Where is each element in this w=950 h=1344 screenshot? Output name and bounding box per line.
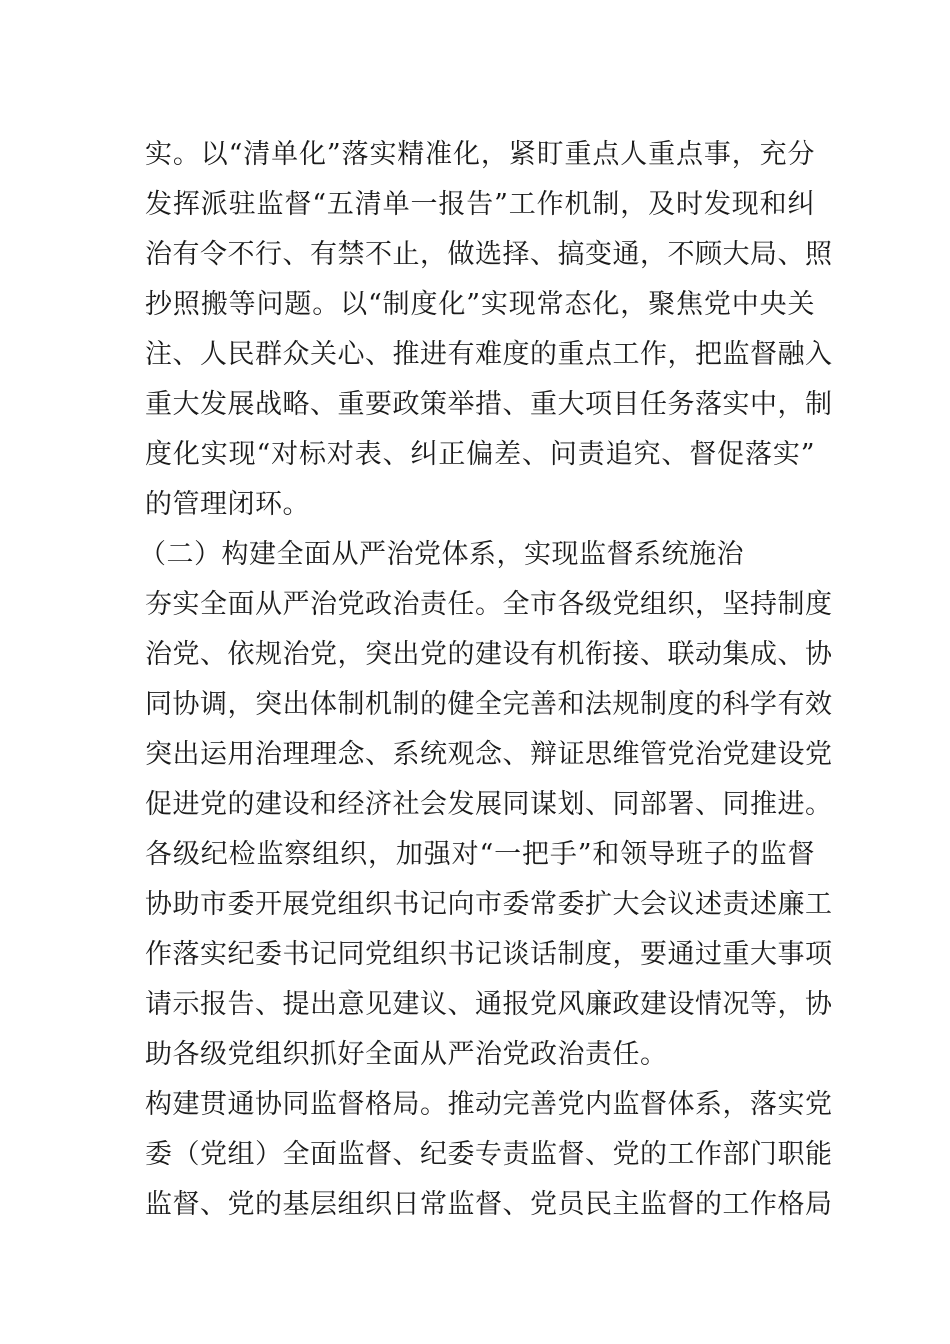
text-line: 作落实纪委书记同党组织书记谈话制度，要通过重大事项 (145, 939, 833, 970)
text-line: 各级纪检监察组织，加强对“一把手”和领导班子的监督 (145, 839, 815, 870)
text-line: 委（党组）全面监督、纪委专责监督、党的工作部门职能 (145, 1139, 833, 1170)
text-line: 构建贯通协同监督格局。推动完善党内监督体系，落实党 (145, 1089, 833, 1120)
body-text (139, 130, 833, 1230)
text-line: 请示报告、提出意见建议、通报党风廉政建设情况等，协 (145, 989, 833, 1020)
section-heading: （二）构建全面从严治党体系，实现监督系统施治 (139, 539, 744, 570)
text-line: 治有令不行、有禁不止，做选择、搞变通，不顾大局、照 (145, 239, 833, 270)
text-line: 实。以“清单化”落实精准化，紧盯重点人重点事，充分 (145, 139, 815, 170)
text-line: 的管理闭环。 (145, 489, 310, 520)
text-line: 注、人民群众关心、推进有难度的重点工作，把监督融入 (145, 339, 833, 370)
text-line: 突出运用治理理念、系统观念、辩证思维管党治党建设党 (145, 739, 833, 770)
text-line: 夯实全面从严治党政治责任。全市各级党组织，坚持制度 (145, 589, 833, 620)
text-line: 重大发展战略、重要政策举措、重大项目任务落实中，制 (145, 389, 833, 420)
text-line: 同协调，突出体制机制的健全完善和法规制度的科学有效 (145, 689, 833, 720)
text-line: 发挥派驻监督“五清单一报告”工作机制，及时发现和纠 (145, 189, 815, 220)
text-line: 抄照搬等问题。以“制度化”实现常态化，聚焦党中央关 (145, 289, 815, 320)
text-line: 助各级党组织抓好全面从严治党政治责任。 (145, 1039, 668, 1070)
text-line: 监督、党的基层组织日常监督、党员民主监督的工作格局 (145, 1189, 833, 1220)
text-line: 治党、依规治党，突出党的建设有机衔接、联动集成、协 (145, 639, 833, 670)
text-line: 度化实现“对标对表、纠正偏差、问责追究、督促落实” (145, 439, 815, 470)
text-line: 协助市委开展党组织书记向市委常委扩大会议述责述廉工 (145, 889, 833, 920)
text-line: 促进党的建设和经济社会发展同谋划、同部署、同推进。 (145, 789, 833, 820)
